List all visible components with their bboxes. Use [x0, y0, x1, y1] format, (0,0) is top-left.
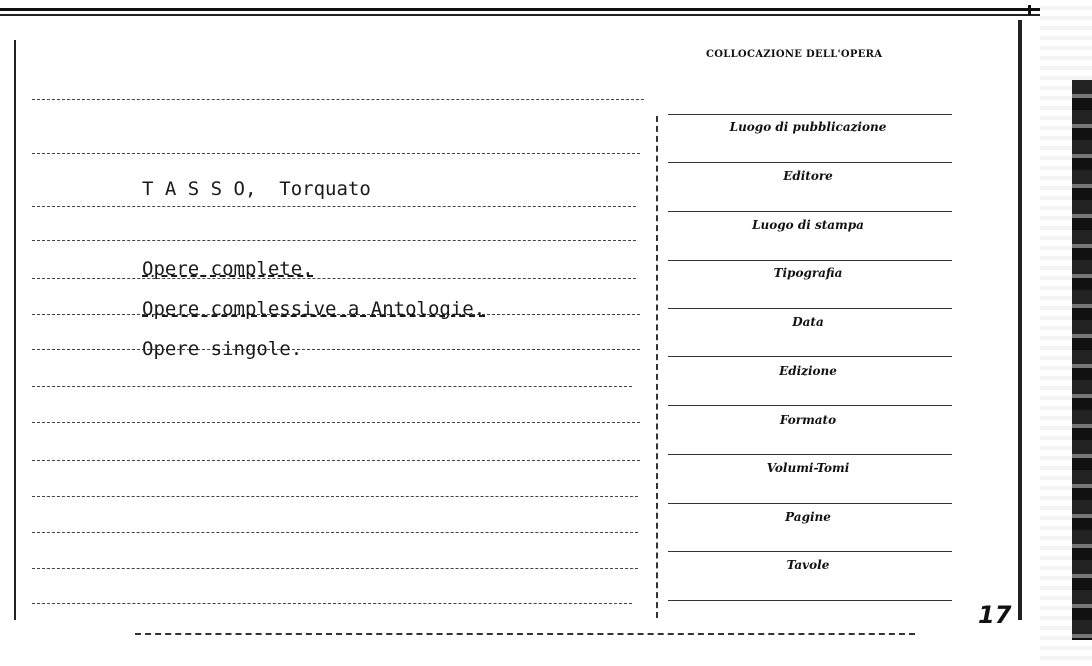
ruled-line: [32, 386, 632, 387]
ruled-line: [32, 206, 636, 207]
field-tipografia: Tipografia: [773, 266, 843, 280]
card-left-border: [14, 40, 16, 620]
entry-opere-singole: Opere singole.: [142, 338, 303, 360]
card-corner-mark: [1028, 5, 1031, 15]
field-line: [668, 211, 952, 212]
ruled-line: [32, 422, 640, 423]
card-bottom-line: [135, 633, 915, 635]
field-editore: Editore: [783, 169, 833, 183]
field-line: [668, 551, 952, 552]
field-top-line: [668, 114, 952, 115]
entry-opere-complessive: Opere complessive a Antologie.: [142, 298, 486, 320]
column-divider: [656, 116, 658, 618]
ruled-line: [32, 460, 640, 461]
field-edizione: Edizione: [779, 364, 837, 378]
ruled-line: [32, 153, 640, 154]
field-luogo-pubblicazione: Luogo di pubblicazione: [729, 120, 887, 134]
card-right-border: [1018, 20, 1022, 620]
field-line: [668, 454, 952, 455]
card-top-edge: [0, 8, 1040, 11]
field-luogo-stampa: Luogo di stampa: [752, 218, 864, 232]
field-line: [668, 162, 952, 163]
ruled-line: [32, 603, 632, 604]
field-line: [668, 405, 952, 406]
scan-dark-strip: [1072, 80, 1092, 640]
field-tavole: Tavole: [786, 558, 830, 572]
ruled-line: [32, 568, 638, 569]
field-data: Data: [792, 315, 824, 329]
collocazione-header: COLLOCAZIONE DELL'OPERA: [706, 49, 883, 60]
field-line: [668, 308, 952, 309]
field-pagine: Pagine: [785, 510, 831, 524]
field-line: [668, 356, 952, 357]
author-heading: T A S S O, Torquato: [142, 178, 371, 200]
ruled-line: [32, 240, 636, 241]
ruled-line: [32, 496, 638, 497]
entry-opere-complete: Opere complete.: [142, 258, 314, 280]
ruled-line: [32, 99, 644, 100]
ruled-line: [32, 349, 640, 350]
ruled-line: [32, 532, 638, 533]
field-volumi-tomi: Volumi-Tomi: [766, 461, 850, 475]
field-line: [668, 503, 952, 504]
page-number: 17: [978, 601, 1012, 629]
ruled-line: [32, 278, 636, 279]
field-line: [668, 600, 952, 601]
card-top-edge-inner: [0, 14, 1092, 16]
field-line: [668, 260, 952, 261]
field-formato: Formato: [779, 413, 837, 427]
